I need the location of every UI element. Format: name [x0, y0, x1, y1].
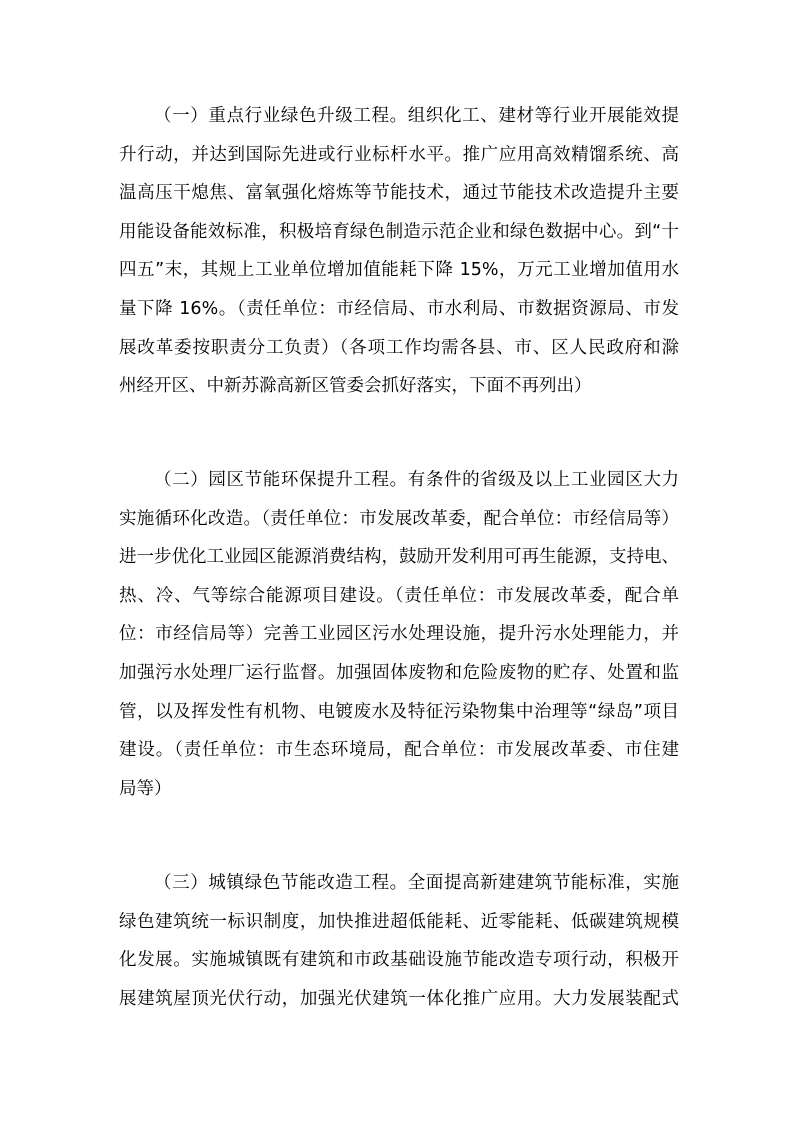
text-line: 四五”末，其规上工业单位增加值能耗下降 15%，万元工业增加值用水 — [119, 260, 679, 281]
text-line: 州经开区、中新苏滁高新区管委会抓好落实，下面不再列出） — [119, 376, 592, 397]
text-line: 热、冷、气等综合能源项目建设。（责任单位：市发展改革委，配合单 — [119, 585, 679, 606]
text-line: 进一步优化工业园区能源消费结构，鼓励开发利用可再生能源，支持电、 — [119, 547, 679, 568]
text-line: 局等） — [119, 778, 172, 799]
text-line: 绿色建筑统一标识制度，加快推进超低能耗、近零能耗、低碳建筑规模 — [119, 911, 679, 932]
text-line: 量下降 16%。（责任单位：市经信局、市水利局、市数据资源局、市发 — [119, 298, 679, 319]
paragraph-key-industry-green-upgrade — [119, 97, 679, 406]
text-line: 位：市经信局等）完善工业园区污水处理设施，提升污水处理能力，并 — [119, 624, 679, 645]
text-line: （二）园区节能环保提升工程。有条件的省级及以上工业园区大力 — [154, 470, 679, 490]
paragraph-urban-green-retrofit — [119, 864, 679, 1018]
text-line: （三）城镇绿色节能改造工程。全面提高新建建筑节能标准，实施 — [154, 873, 679, 893]
text-line: 实施循环化改造。（责任单位：市发展改革委，配合单位：市经信局等） — [119, 508, 679, 529]
text-line: 加强污水处理厂运行监督。加强固体废物和危险废物的贮存、处置和监 — [119, 662, 679, 683]
text-line: 展改革委按职责分工负责）（各项工作均需各县、市、区人民政府和滁 — [119, 337, 679, 358]
paragraph-park-energy-saving — [119, 461, 679, 808]
text-line: 温高压干熄焦、富氧强化熔炼等节能技术，通过节能技术改造提升主要 — [119, 183, 679, 204]
text-line: 建设。（责任单位：市生态环境局，配合单位：市发展改革委、市住建 — [119, 740, 679, 761]
text-line: 管，以及挥发性有机物、电镀废水及特征污染物集中治理等“绿岛”项目 — [119, 701, 679, 722]
text-line: 升行动，并达到国际先进或行业标杆水平。推广应用高效精馏系统、高 — [119, 144, 679, 165]
text-line: 化发展。实施城镇既有建筑和市政基础设施节能改造专项行动，积极开 — [119, 950, 679, 971]
text-line: 用能设备能效标准，积极培育绿色制造示范企业和绿色数据中心。到“十 — [119, 221, 679, 242]
text-line: （一）重点行业绿色升级工程。组织化工、建材等行业开展能效提 — [154, 106, 679, 126]
text-line: 展建筑屋顶光伏行动，加强光伏建筑一体化推广应用。大力发展装配式 — [119, 988, 679, 1009]
